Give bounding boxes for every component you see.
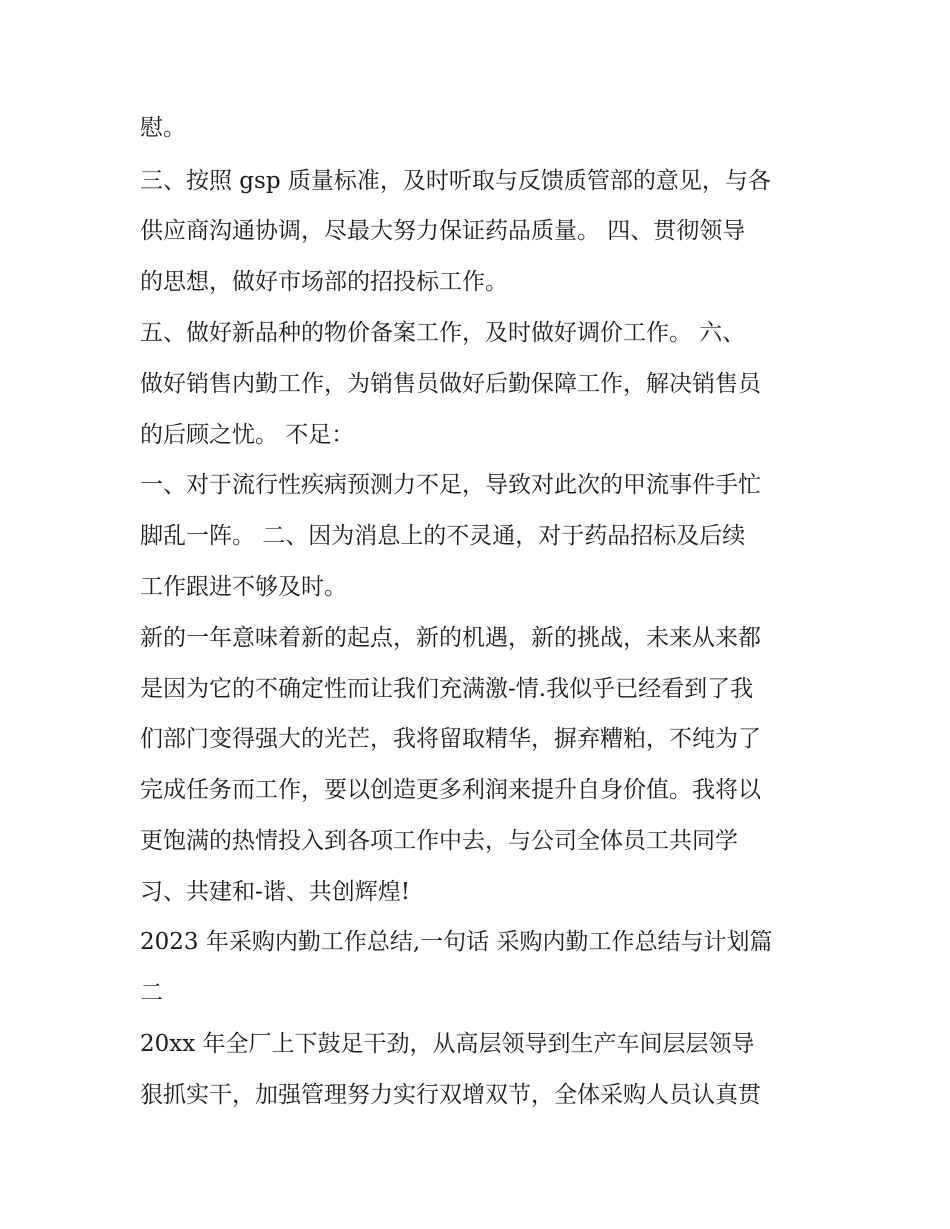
- text-line: 五、做好新品种的物价备案工作，及时做好调价工作。 六、: [140, 320, 746, 346]
- text-line: 2023 年采购内勤工作总结,一句话 采购内勤工作总结与计划篇: [140, 929, 773, 955]
- text-line: 是因为它的不确定性而让我们充满激-情.我似乎已经看到了我: [140, 676, 754, 702]
- text-line: 三、按照 gsp 质量标准，及时听取与反馈质管部的意见，与各: [140, 168, 771, 194]
- text-line: 工作跟进不够及时。: [140, 574, 347, 600]
- text-line: 脚乱一阵。 二、因为消息上的不灵通，对于药品招标及后续: [140, 523, 746, 549]
- text-line: 慰。: [140, 115, 186, 141]
- text-line: 们部门变得强大的光芒，我将留取精华，摒弃糟粕，不纯为了: [140, 726, 761, 752]
- text-line: 的后顾之忧。 不足：: [140, 422, 355, 448]
- text-line: 更饱满的热情投入到各项工作中去，与公司全体员工共同学: [140, 828, 738, 854]
- text-line: 供应商沟通协调，尽最大努力保证药品质量。 四、贯彻领导: [140, 218, 746, 244]
- text-line: 二: [140, 980, 163, 1006]
- text-line: 习、共建和-谐、共创辉煌!: [140, 879, 411, 905]
- text-line: 新的一年意味着新的起点，新的机遇，新的挑战，未来从来都: [140, 625, 761, 651]
- text-line: 做好销售内勤工作，为销售员做好后勤保障工作，解决销售员: [140, 371, 761, 397]
- text-line: 狠抓实干，加强管理努力实行双增双节，全体采购人员认真贯: [140, 1082, 761, 1108]
- text-line: 的思想，做好市场部的招投标工作。: [140, 269, 508, 295]
- text-line: 20xx 年全厂上下鼓足干劲，从高层领导到生产车间层层领导: [140, 1031, 755, 1057]
- text-line: 一、对于流行性疾病预测力不足，导致对此次的甲流事件手忙: [140, 472, 761, 498]
- text-line: 完成任务而工作，要以创造更多利润来提升自身价值。我将以: [140, 777, 761, 803]
